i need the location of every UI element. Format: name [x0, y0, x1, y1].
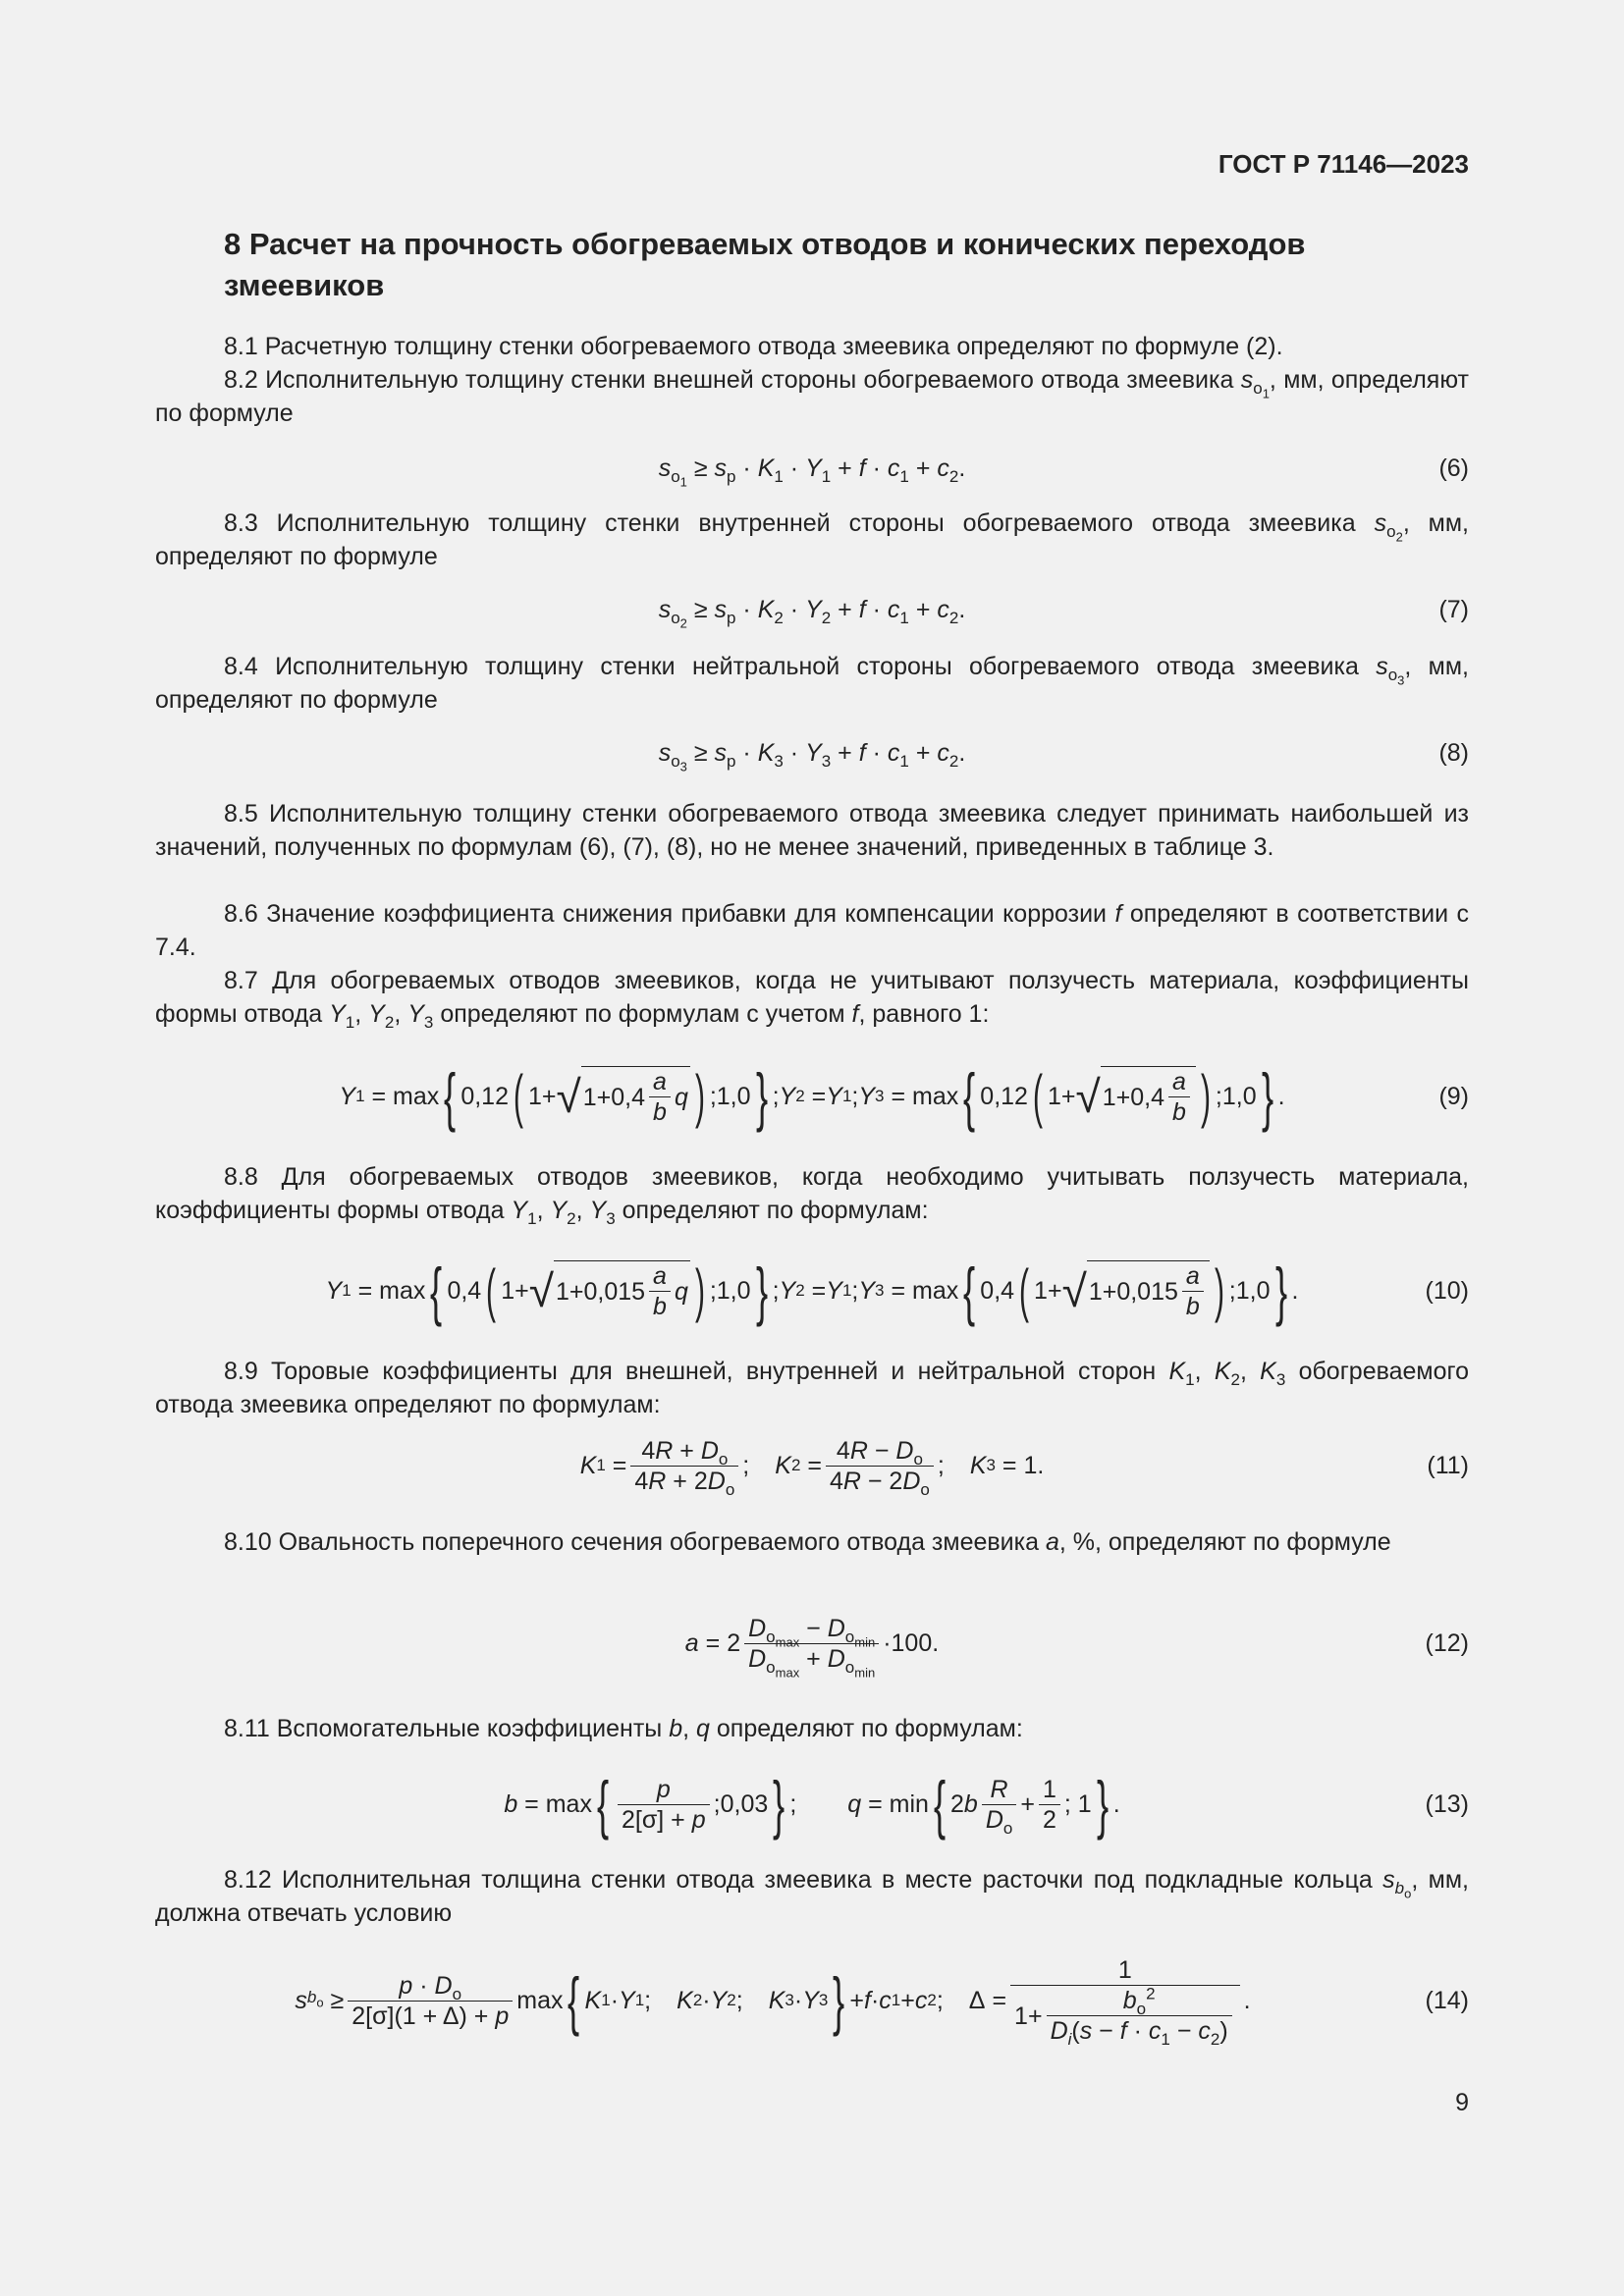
document-code: ГОСТ Р 71146—2023 — [1218, 149, 1469, 179]
formula-9: Y 1 = max { 0,12 ( 1+ √ 1+ 0,4 a b q ) ; 1,0 } ; Y 2 = Y 1 ; Y 3 = max { 0,12 ( 1+ √ 1+ 0,4 a b ) ; 1,0 } . (9) — [339, 1060, 1469, 1133]
paragraph-text: 8.6 Значение коэффициента снижения прибавки для компенсации коррозии — [224, 900, 1108, 928]
equation-number: (9) — [1438, 1083, 1469, 1110]
paragraph-text: 8.2 Исполнительную толщину стенки внешней стороны обогреваемого отвода змеевика — [224, 366, 1234, 394]
paragraph-text: определяют по формулам: — [716, 1715, 1023, 1742]
paragraph-text: определяют по формулам: — [622, 1197, 929, 1224]
paragraph-text: определяют по формулам с учетом — [440, 1000, 845, 1028]
formula-6: $s_{o_1} \ge s_p \cdot K_1 \cdot Y_1 + f \cdot c_1 + c_2$. (6) — [155, 444, 1469, 493]
paragraph-text: определяют в соответствии с 7.4. — [155, 900, 1469, 961]
section-title: 8 Расчет на прочность обогреваемых отводов и конических переходов змеевиков — [224, 227, 1306, 302]
paragraph-text: 8.12 Исполнительная толщина стенки отвода змеевика в месте расточки под подкладные кольца — [224, 1866, 1373, 1894]
paragraph-8-3: 8.3 Исполнительную толщину стенки внутренней стороны обогреваемого отвода змеевика $s_{o_2}$, мм, определяют по формуле — [155, 509, 1470, 570]
paragraph-8-2: 8.2 Исполнительную толщину стенки внешней стороны обогреваемого отвода змеевика $s_{o_1}$, мм, определяют по формуле — [155, 366, 1470, 427]
paragraph-8-11: 8.11 Вспомогательные коэффициенты b, q определяют по формулам: — [224, 1715, 1023, 1742]
equation-number: (10) — [1425, 1277, 1469, 1305]
paragraph-text: 8.8 Для обогреваемых отводов змеевиков, когда необходимо учитывать ползучесть материала, коэффициенты формы отвода — [155, 1163, 1469, 1224]
paragraph-8-5 — [155, 797, 1469, 864]
paragraph-text: , мм, должна отвечать условию — [155, 1866, 1469, 1927]
page-number: 9 — [1455, 2089, 1469, 2116]
paragraph-text: 8.4 Исполнительную толщину стенки нейтральной стороны обогреваемого отвода змеевика — [224, 653, 1359, 680]
paragraph-text: , мм, определяют по формуле — [155, 366, 1470, 427]
formula-8: $s_{o_3} \ge s_p \cdot K_3 \cdot Y_3 + f \cdot c_1 + c_2$. (8) — [155, 728, 1469, 777]
paragraph-8-10: 8.10 Овальность поперечного сечения обогреваемого отвода змеевика a, %, определяют по формуле — [224, 1528, 1391, 1556]
paragraph-text: 8.7 Для обогреваемых отводов змеевиков, когда не учитывают ползучесть материала, коэффициенты формы отвода — [155, 967, 1469, 1028]
formula-7: $s_{o_2} \ge s_p \cdot K_2 \cdot Y_2 + f \cdot c_1 + c_2$. (7) — [155, 585, 1469, 634]
paragraph-text: 8.11 Вспомогательные коэффициенты — [224, 1715, 663, 1742]
formula-12: a = 2 $D_{o_{max}} - D_{o_{min}}$ $D_{o_{max}} + D_{o_{min}}$ · 100 . (12) — [684, 1614, 1469, 1680]
paragraph-8-7: 8.7 Для обогреваемых отводов змеевиков, когда не учитывают ползучесть материала, коэффициенты формы отвода $Y_1$, $Y_2$, $Y_3$ определяют по формулам с учетом f, равного 1: — [155, 967, 1469, 1032]
equation-number: (6) — [1438, 454, 1469, 482]
paragraph-text: , %, определяют по формуле — [1058, 1528, 1391, 1556]
paragraph-text: 8.5 Исполнительную толщину стенки обогреваемого отвода змеевика следует принимать наибольшей из значений, полученных по формулам (6), (7), (8), но не менее значений, приведенных в таблице 3. — [155, 800, 1469, 861]
equation-number: (14) — [1425, 1987, 1469, 2014]
formula-10: Y 1 = max { 0,4 ( 1+ √ 1+ 0,015 a b q ) ; 1,0 } ; Y 2 = Y 1 ; Y 3 = max { 0,4 ( 1+ √ 1+ 0,015 a b ) ; 1,0 } . (10) — [325, 1255, 1469, 1327]
paragraph-8-1 — [155, 330, 1469, 363]
formula-14: s $b_o$ ≥ $p \cdot D_o$ 2[σ](1 + Δ) + p max { K 1 · Y 1 ; K 2 · Y 2 ; K 3 · Y 3 } + f · c 1 + c 2 ; Δ = 1 1+ $b_o^2$ $D_i(s - f \cdot c_1 - c_2)$ . (14) — [295, 1956, 1469, 2049]
paragraph-8-6: 8.6 Значение коэффициента снижения прибавки для компенсации коррозии f определяют в соответствии с 7.4. — [155, 900, 1469, 961]
formula-13: b = max { p 2[σ] + p ; 0,03 } ; q = min { 2 b R $D_o$ + 1 2 ; 1 } . (13) — [504, 1768, 1469, 1841]
paragraph-text: 8.1 Расчетную толщину стенки обогреваемого отвода змеевика определяют по формуле (2). — [224, 333, 1283, 360]
paragraph-text: 8.10 Овальность поперечного сечения обогреваемого отвода змеевика — [224, 1528, 1040, 1556]
paragraph-8-12: 8.12 Исполнительная толщина стенки отвода змеевика в месте расточки под подкладные кольца $s_{b_o}$, мм, должна отвечать условию — [155, 1866, 1469, 1927]
paragraph-text: 8.3 Исполнительную толщину стенки внутренней стороны обогреваемого отвода змеевика — [224, 509, 1356, 537]
paragraph-text: , мм, определяют по формуле — [155, 509, 1470, 570]
paragraph-8-9: 8.9 Торовые коэффициенты для внешней, внутренней и нейтральной сторон $K_1$, $K_2$, $K_3$ обогреваемого отвода змеевика определяют по формулам: — [155, 1358, 1469, 1418]
equation-number: (13) — [1425, 1790, 1469, 1818]
paragraph-8-4: 8.4 Исполнительную толщину стенки нейтральной стороны обогреваемого отвода змеевика $s_{o_3}$, мм, определяют по формуле — [155, 653, 1469, 714]
formula-11: K 1 = $4R + D_o$ $4R + 2D_o$ ; K 2 = $4R - D_o$ $4R - 2D_o$ ; K 3 = 1. (11) — [579, 1436, 1469, 1499]
equation-number: (7) — [1438, 596, 1469, 623]
paragraph-text: , мм, определяют по формуле — [155, 653, 1469, 714]
paragraph-8-8: 8.8 Для обогреваемых отводов змеевиков, когда необходимо учитывать ползучесть материала, коэффициенты формы отвода $Y_1$, $Y_2$, $Y_3$ определяют по формулам: — [155, 1163, 1469, 1228]
equation-number: (8) — [1438, 739, 1469, 767]
equation-number: (12) — [1425, 1629, 1469, 1657]
equation-number: (11) — [1427, 1452, 1469, 1479]
paragraph-text: , равного 1: — [858, 1000, 990, 1028]
paragraph-text: 8.9 Торовые коэффициенты для внешней, внутренней и нейтральной сторон — [224, 1358, 1157, 1385]
paragraph-text: обогреваемого отвода змеевика определяют по формулам: — [155, 1358, 1469, 1418]
